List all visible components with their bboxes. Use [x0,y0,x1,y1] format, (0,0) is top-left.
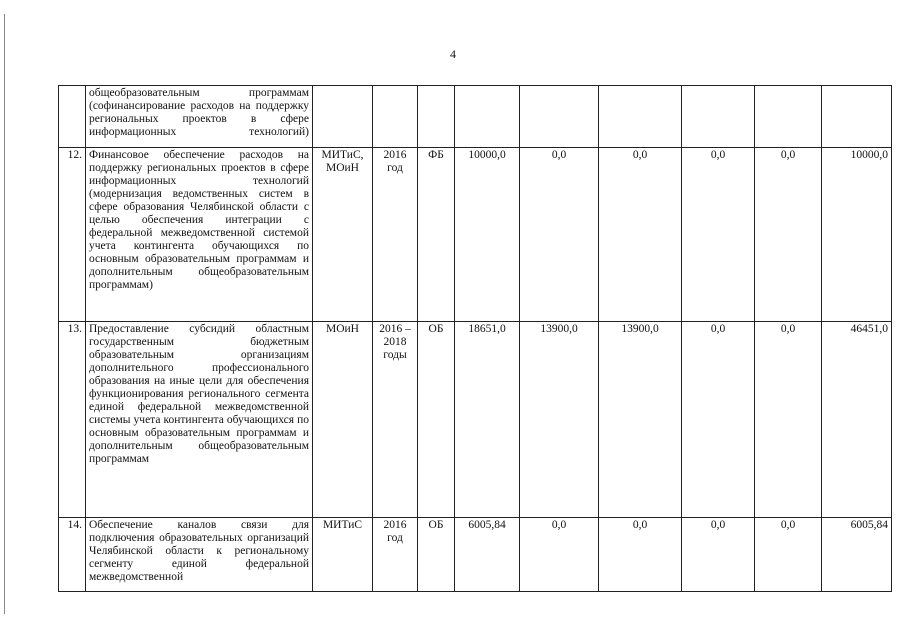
funding-source: ОБ [418,518,455,592]
implementation-period: 2016 – 2018 годы [373,322,418,518]
amount-2016 [455,86,520,148]
funding-source [418,86,455,148]
amount-2017: 0,0 [520,518,599,592]
program-activities-table [58,85,892,592]
amount-2020 [755,86,822,148]
responsible-executor: МИТиС, МОиН [313,148,373,322]
amount-2016: 18651,0 [455,322,520,518]
amount-total [822,86,892,148]
amount-2018: 13900,0 [599,322,682,518]
amount-2019: 0,0 [682,148,755,322]
amount-2019: 0,0 [682,322,755,518]
amount-2020: 0,0 [755,322,822,518]
amount-2018: 0,0 [599,518,682,592]
page-number: 4 [450,47,456,61]
activity-description: Обеспечение каналов связи для подключения образовательных организаций Челябинской области к региональному сегменту единой федеральной межведомственной [86,518,313,592]
amount-2017: 0,0 [520,148,599,322]
row-number: 14. [59,518,86,592]
amount-2019 [682,86,755,148]
page-left-edge-line [4,14,5,614]
row-number: 12. [59,148,86,322]
amount-2016: 10000,0 [455,148,520,322]
row-number: 13. [59,322,86,518]
amount-2016: 6005,84 [455,518,520,592]
responsible-executor [313,86,373,148]
row-number [59,86,86,148]
amount-total: 10000,0 [822,148,892,322]
implementation-period [373,86,418,148]
amount-2020: 0,0 [755,518,822,592]
amount-2017: 13900,0 [520,322,599,518]
amount-2019: 0,0 [682,518,755,592]
implementation-period: 2016 год [373,518,418,592]
amount-total: 46451,0 [822,322,892,518]
table-row [59,86,892,148]
amount-2017 [520,86,599,148]
amount-2018 [599,86,682,148]
amount-total: 6005,84 [822,518,892,592]
activity-description: Предоставление субсидий областным государственным бюджетным образовательным организациям дополнительного профессионального образования на иные цели для обеспечения функционирования регионального сегмента единой федеральной межведомственной системы учета контингента обучающихся по основным образовательным программам и дополнительным общеобразовательным программам [86,322,313,518]
funding-source: ОБ [418,322,455,518]
activity-description: Финансовое обеспечение расходов на поддержку региональных проектов в сфере информационных технологий (модернизация ведомственных систем в сфере образования Челябинской области с целью обеспечения интеграции с федеральной межведомственной системой учета контингента обучающихся по основным образовательным программам и дополнительным общеобразовательным программам) [86,148,313,322]
implementation-period: 2016 год [373,148,418,322]
responsible-executor: МИТиС [313,518,373,592]
table-row [59,322,892,518]
amount-2018: 0,0 [599,148,682,322]
activity-description: общеобразовательным программам (софинансирование расходов на поддержку региональных проектов в сфере информационных технологий) [86,86,313,148]
table-row [59,518,892,592]
table-row [59,148,892,322]
amount-2020: 0,0 [755,148,822,322]
funding-source: ФБ [418,148,455,322]
responsible-executor: МОиН [313,322,373,518]
